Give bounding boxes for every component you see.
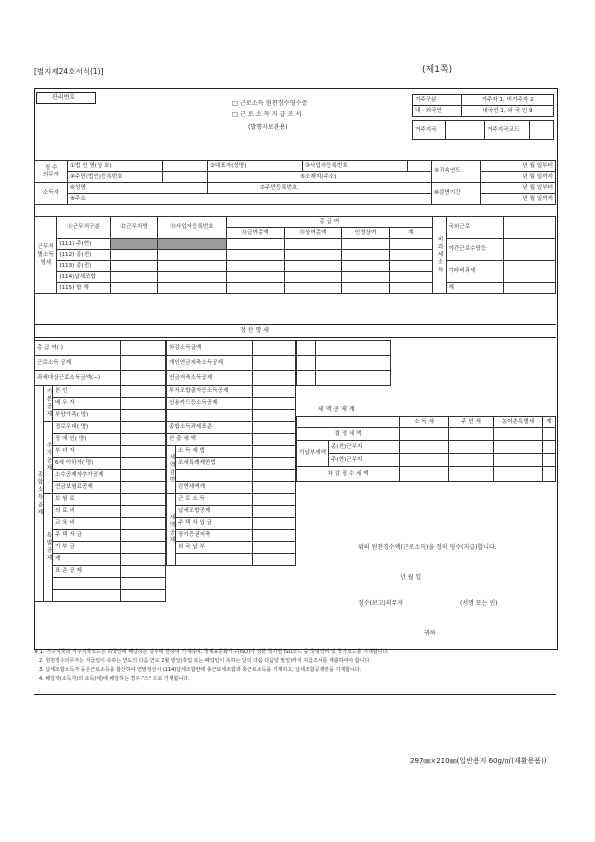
nationality-value[interactable]: 내국인 1, 외 국 인 9 bbox=[462, 106, 554, 117]
title-copy-type: (발행자보관용) bbox=[248, 124, 288, 131]
confirmation-text: 위의 원천징수액(근로소득)을 정히 영수(지급)합니다. bbox=[358, 544, 497, 551]
workplace-type-header: ⑪근무처구분 bbox=[57, 217, 111, 239]
decision-table bbox=[296, 416, 556, 482]
special-sum-label: 계 bbox=[53, 554, 121, 566]
dependents-field[interactable] bbox=[121, 410, 166, 422]
income-cell[interactable] bbox=[226, 250, 284, 261]
standard-deduction-field[interactable] bbox=[121, 566, 166, 578]
address-label: ⑧주소 bbox=[68, 194, 432, 205]
foreign-tax-label: 외 국 납 부 bbox=[176, 542, 253, 554]
income-cell[interactable] bbox=[284, 283, 342, 294]
decision-corner bbox=[297, 417, 400, 428]
income-cell[interactable] bbox=[284, 272, 342, 283]
blank-field[interactable] bbox=[253, 470, 296, 482]
note-3: 3. 납세조합소득자 등은근로소득을 합산하여 연말정산시 (114)납세조합란에 총근로세조합과 총근로소득을 기재하고, 납세조합공제란을 기재합니다. bbox=[39, 667, 362, 673]
nontax-overseas-field[interactable] bbox=[504, 217, 556, 239]
special-sum-field[interactable] bbox=[121, 554, 166, 566]
female-label: 부 녀 자 bbox=[53, 446, 121, 458]
right-grid-top bbox=[296, 340, 556, 386]
pension-field[interactable] bbox=[121, 482, 166, 494]
self-field[interactable] bbox=[121, 386, 166, 398]
prepaid-cell[interactable] bbox=[400, 454, 449, 467]
note-1: ※ 1. 거주지국과 거주지국코드는 외국인에 해당하는 경우에 한하여 기재하며, 국제표준화기구(ISO)가 정한 국가별 ISO코드 중 국명약어 및 국가코드를 기재합니다. bbox=[34, 649, 389, 655]
country-code-value[interactable] bbox=[530, 121, 554, 140]
income-cell[interactable] bbox=[158, 261, 226, 272]
special-tax-act-field[interactable] bbox=[253, 458, 296, 470]
income-cell[interactable] bbox=[342, 283, 389, 294]
grid-cell[interactable] bbox=[391, 371, 557, 386]
prepaid-cell[interactable] bbox=[543, 454, 556, 467]
spouse-label: 배 우 자 bbox=[53, 398, 121, 410]
note-4: 4. 해당자(소득자)의 소득(세)에 해당하는 경우 "스" 으로 기재합니다. bbox=[39, 676, 190, 682]
nontax-total-field[interactable] bbox=[504, 283, 556, 294]
income-cell[interactable] bbox=[110, 250, 157, 261]
prepaid-cell[interactable] bbox=[449, 441, 494, 454]
income-tax-act-field[interactable] bbox=[253, 446, 296, 458]
country-label: 거주지국 bbox=[413, 121, 446, 140]
diff-cell[interactable] bbox=[400, 467, 449, 482]
grid-cell[interactable] bbox=[391, 356, 557, 371]
nationality-label: 내 · 외국인 bbox=[413, 106, 462, 117]
dependents-label: 부양가족( 명) bbox=[53, 410, 121, 422]
prepaid-cell[interactable] bbox=[543, 441, 556, 454]
prepaid-side: 기납부세액 bbox=[297, 441, 329, 467]
long-term-savings-label: 장기증권저축 bbox=[176, 530, 253, 542]
income-cell[interactable] bbox=[226, 272, 284, 283]
income-row-prev-2: (113) 종(전) bbox=[57, 261, 111, 272]
nontax-other-field[interactable] bbox=[504, 261, 556, 283]
income-cell[interactable] bbox=[389, 272, 432, 283]
divider bbox=[34, 694, 556, 695]
income-row-union: (114)납세조합 bbox=[57, 272, 111, 283]
paper-spec: 297㎜×210㎜(일반용지 60g/㎡(재활용품)) bbox=[410, 757, 547, 765]
grid-cell[interactable] bbox=[297, 341, 316, 356]
earned-deduction-field[interactable] bbox=[121, 356, 166, 371]
minority-field[interactable] bbox=[121, 470, 166, 482]
difference-tax-label: 차 감 징 수 세 액 bbox=[297, 467, 400, 482]
income-sum-header: 계 bbox=[389, 228, 432, 239]
exemption-period-label: ⑩감면기간 bbox=[432, 183, 481, 205]
under-six-label: 6세 이하자( 명) bbox=[53, 458, 121, 470]
prepaid-cell[interactable] bbox=[494, 441, 543, 454]
country-value[interactable] bbox=[446, 121, 485, 140]
credit-card-label: 신용카드등소득공제 bbox=[167, 398, 253, 410]
date-from-2[interactable]: 년 월 일부터 bbox=[481, 183, 556, 194]
spouse-field[interactable] bbox=[121, 398, 166, 410]
medical-field[interactable] bbox=[121, 506, 166, 518]
income-cell[interactable] bbox=[342, 239, 389, 250]
investment-label: 투자조합출자등소득공제 bbox=[167, 386, 253, 398]
donation-label: 기 부 금 bbox=[53, 542, 121, 554]
location-label: ⑤소재지(주소) bbox=[208, 172, 432, 183]
donation-field[interactable] bbox=[121, 542, 166, 554]
country-table bbox=[412, 120, 554, 140]
income-row-prev-1: (112) 종(전) bbox=[57, 250, 111, 261]
net-income-field[interactable] bbox=[253, 341, 296, 356]
grid-cell[interactable] bbox=[316, 341, 391, 356]
income-tax-header: 소 득 세 bbox=[400, 417, 449, 428]
additional-deduction-side: 추가공제 bbox=[44, 422, 53, 494]
income-cell[interactable] bbox=[158, 250, 226, 261]
income-cell[interactable] bbox=[110, 272, 157, 283]
grid-cell[interactable] bbox=[316, 356, 391, 371]
company-name-label: ①법 인 명(상 호) bbox=[68, 161, 163, 172]
income-gray-cell bbox=[158, 239, 226, 250]
total-credit-label: 세 액 공 제 계 bbox=[318, 406, 355, 413]
insurance-field[interactable] bbox=[121, 494, 166, 506]
signature-label[interactable]: (서명 또는 인) bbox=[460, 600, 498, 607]
decision-sum-header: 계 bbox=[543, 417, 556, 428]
blank-field[interactable] bbox=[253, 554, 296, 566]
blank-field[interactable] bbox=[121, 590, 166, 602]
earned-deduction-label: 근로소득 공제 bbox=[35, 356, 121, 371]
wage-total-header: ⑭급여총액 bbox=[226, 228, 284, 239]
blank-field[interactable] bbox=[121, 578, 166, 590]
diff-cell[interactable] bbox=[543, 467, 556, 482]
blank-field[interactable] bbox=[253, 410, 296, 422]
recipient-group-label: 소득자 bbox=[35, 183, 68, 205]
income-row-total: (115) 합 계 bbox=[57, 283, 111, 294]
insurance-label: 보 험 료 bbox=[53, 494, 121, 506]
self-label: 본 인 bbox=[53, 386, 121, 398]
private-pension-label: 개인연금저축소득공제 bbox=[167, 356, 253, 371]
medical-label: 의 료 비 bbox=[53, 506, 121, 518]
income-cell[interactable] bbox=[389, 283, 432, 294]
prepaid-cell[interactable] bbox=[449, 454, 494, 467]
nontax-overseas-label: 국외근로 bbox=[446, 217, 504, 239]
blank-row bbox=[176, 470, 253, 482]
foreign-tax-field[interactable] bbox=[253, 542, 296, 554]
income-cell[interactable] bbox=[284, 250, 342, 261]
computed-tax-label: 산 출 세 액 bbox=[167, 434, 253, 446]
diff-cell[interactable] bbox=[449, 467, 494, 482]
total-pay-label: 총 급 여( ) bbox=[35, 341, 121, 356]
business-reg-label: ③사업자등록번호 bbox=[303, 161, 408, 172]
income-table bbox=[34, 216, 556, 294]
elderly-field[interactable] bbox=[121, 422, 166, 434]
female-field[interactable] bbox=[121, 446, 166, 458]
taxable-income-label: 과세대상근로소득금액(−) bbox=[35, 371, 121, 386]
income-cell[interactable] bbox=[389, 250, 432, 261]
income-tax-act-label: 소 득 세 법 bbox=[176, 446, 253, 458]
prepaid-cell[interactable] bbox=[494, 454, 543, 467]
settlement-title: 정 산 명 세 bbox=[240, 327, 269, 334]
management-number-box[interactable] bbox=[36, 92, 96, 104]
prepaid-cell[interactable] bbox=[400, 441, 449, 454]
page-number: (제1쪽) bbox=[422, 65, 453, 75]
income-cell[interactable] bbox=[389, 239, 432, 250]
resident-tax-header: 주 민 세 bbox=[449, 417, 494, 428]
income-cell[interactable] bbox=[158, 272, 226, 283]
tax-base-label: 종합소득과세표준 bbox=[167, 422, 253, 434]
investment-field[interactable] bbox=[253, 386, 296, 398]
income-cell[interactable] bbox=[342, 261, 389, 272]
grid-cell[interactable] bbox=[316, 371, 391, 386]
special-deduction-side: 특별공제 bbox=[44, 494, 53, 602]
diff-cell[interactable] bbox=[494, 467, 543, 482]
resident-label: 거주구분 bbox=[413, 95, 462, 106]
decided-cell[interactable] bbox=[400, 428, 449, 441]
housing-label: 주 택 자 금 bbox=[53, 530, 121, 542]
resident-value[interactable]: 거주자 1, 비거주자 2 bbox=[462, 95, 554, 106]
income-cell[interactable] bbox=[342, 250, 389, 261]
curr-workplace-label: 주(현)근무지 bbox=[329, 454, 400, 467]
grid-cell[interactable] bbox=[297, 356, 316, 371]
income-cell[interactable] bbox=[158, 283, 226, 294]
middle-calc-table bbox=[166, 340, 296, 566]
special-tax-act-label: 조세특례제한법 bbox=[176, 458, 253, 470]
issue-date[interactable]: 년 월 일 bbox=[400, 574, 422, 581]
pension-label: 연금보험료공제 bbox=[53, 482, 121, 494]
nontax-side-label: 비과세소득 bbox=[432, 217, 446, 294]
date-to-1[interactable]: 년 월 일까지 bbox=[481, 172, 556, 183]
basic-deduction-side: 기본공제 bbox=[44, 386, 53, 422]
income-cell[interactable] bbox=[110, 283, 157, 294]
workplace-reg-header: ⑬사업자등록번호 bbox=[158, 217, 226, 239]
income-cell[interactable] bbox=[226, 261, 284, 272]
blank-row bbox=[53, 590, 121, 602]
pension-savings-label: 연금저축소득공제 bbox=[167, 371, 253, 386]
earned-credit-field[interactable] bbox=[253, 494, 296, 506]
housing-loan-field[interactable] bbox=[253, 518, 296, 530]
bonus-total-header: ⑮상여총액 bbox=[284, 228, 342, 239]
union-credit-label: 납세조합공제 bbox=[176, 506, 253, 518]
company-name-field[interactable] bbox=[163, 161, 208, 172]
prev-workplace-label: 종(전)근무지 bbox=[329, 441, 400, 454]
reduction-total-field[interactable] bbox=[253, 482, 296, 494]
disabled-field[interactable] bbox=[121, 434, 166, 446]
title-statement: □ 근 로 소 득 지 급 조 서 bbox=[232, 111, 302, 118]
taxable-income-field[interactable] bbox=[121, 371, 166, 386]
rural-tax-header: 농어촌특별세 bbox=[494, 417, 543, 428]
country-code-label: 거주지국코드 bbox=[485, 121, 530, 140]
minority-label: 소수공제자추가공제 bbox=[53, 470, 121, 482]
reduction-total-label: 감면세액계 bbox=[176, 482, 253, 494]
business-reg-field[interactable] bbox=[408, 161, 432, 172]
union-credit-field[interactable] bbox=[253, 506, 296, 518]
elderly-label: 경로우대( 명) bbox=[53, 422, 121, 434]
name-label: ⑥성명 bbox=[68, 183, 208, 194]
note-2: 2. 원천징수의무자는 지급일이 속하는 연도의 다음 연도 2월 말일(휴업 또는 폐업일이 속하는 달의 다음 다음달 말일)까지 지급조서를 제출하여야 합니다. bbox=[39, 658, 371, 664]
approved-bonus-header: 인정상여 bbox=[342, 228, 389, 239]
earned-credit-label: 근 로 소 득 bbox=[176, 494, 253, 506]
education-field[interactable] bbox=[121, 518, 166, 530]
decided-cell[interactable] bbox=[494, 428, 543, 441]
income-side-label: 근무처 별소득 명세 bbox=[35, 217, 57, 294]
income-gray-cell bbox=[110, 239, 157, 250]
blank-row bbox=[176, 554, 253, 566]
date-from-1[interactable]: 년 월 일부터 bbox=[481, 161, 556, 172]
payer-group-label: 징 수 의무자 bbox=[35, 161, 68, 183]
education-label: 교 육 비 bbox=[53, 518, 121, 530]
total-pay-header: 총 급 여 bbox=[226, 217, 432, 228]
divider bbox=[34, 337, 556, 338]
residency-table bbox=[412, 94, 554, 117]
left-calc-table bbox=[34, 340, 166, 602]
notes bbox=[34, 649, 556, 685]
resident-reg-label: ④주민(법인)등록번호 bbox=[68, 172, 163, 183]
income-cell[interactable] bbox=[226, 239, 284, 250]
under-six-field[interactable] bbox=[121, 458, 166, 470]
party-info-table bbox=[34, 160, 556, 205]
nontax-night-field[interactable] bbox=[504, 239, 556, 261]
tax-credit-side: 세액공제 bbox=[167, 494, 176, 566]
representative-label: ②대표자(성명) bbox=[208, 161, 303, 172]
tax-reduction-side: 세액감면 bbox=[167, 446, 176, 494]
income-cell[interactable] bbox=[226, 283, 284, 294]
title-receipt: □ 근로소득 원천징수영수증 bbox=[232, 100, 308, 107]
tax-base-field[interactable] bbox=[253, 422, 296, 434]
management-number-label: 관리번호 bbox=[52, 94, 76, 101]
form-number: [별지제24호서식(1)] bbox=[34, 67, 104, 76]
divider bbox=[34, 324, 556, 325]
private-pension-field[interactable] bbox=[253, 356, 296, 371]
decided-cell[interactable] bbox=[543, 428, 556, 441]
nontax-night-label: 야간근로수당등 bbox=[446, 239, 504, 261]
income-cell[interactable] bbox=[342, 272, 389, 283]
date-to-2[interactable]: 년 월 일까지 bbox=[481, 194, 556, 205]
payer-label: 징수(보고)의무자 bbox=[358, 600, 404, 607]
credit-card-field[interactable] bbox=[253, 398, 296, 410]
recipient-reg-label: ⑦주민등록번호 bbox=[208, 183, 432, 194]
long-term-savings-field[interactable] bbox=[253, 530, 296, 542]
blank-row bbox=[53, 578, 121, 590]
blank-row bbox=[167, 410, 253, 422]
income-cell[interactable] bbox=[110, 261, 157, 272]
decided-cell[interactable] bbox=[449, 428, 494, 441]
computed-tax-field[interactable] bbox=[253, 434, 296, 446]
net-income-label: 차감소득금액 bbox=[167, 341, 253, 356]
pension-savings-field[interactable] bbox=[253, 371, 296, 386]
housing-loan-label: 주 택 차 입 금 bbox=[176, 518, 253, 530]
total-pay-field[interactable] bbox=[121, 341, 166, 356]
workplace-name-header: ⑫근무처명 bbox=[110, 217, 157, 239]
resident-reg-field[interactable] bbox=[163, 172, 208, 183]
decided-tax-label: 결 정 세 액 bbox=[297, 428, 400, 441]
comprehensive-deduction-side: 종합소득공제 bbox=[35, 386, 44, 602]
income-cell[interactable] bbox=[284, 239, 342, 250]
income-row-current: (111) 주(현) bbox=[57, 239, 111, 250]
income-cell[interactable] bbox=[284, 261, 342, 272]
nontax-other-label: 기타비과세 bbox=[446, 261, 504, 283]
grid-cell[interactable] bbox=[297, 371, 316, 386]
disabled-label: 장 애 인( 명) bbox=[53, 434, 121, 446]
attribution-year-label: ⑨귀속연도 bbox=[432, 161, 481, 183]
nontax-total-label: 계 bbox=[446, 283, 504, 294]
addressee-label: 귀하 bbox=[424, 630, 436, 637]
grid-cell[interactable] bbox=[391, 341, 557, 356]
income-cell[interactable] bbox=[389, 261, 432, 272]
housing-field[interactable] bbox=[121, 530, 166, 542]
standard-deduction-label: 표 준 공 제 bbox=[53, 566, 121, 578]
